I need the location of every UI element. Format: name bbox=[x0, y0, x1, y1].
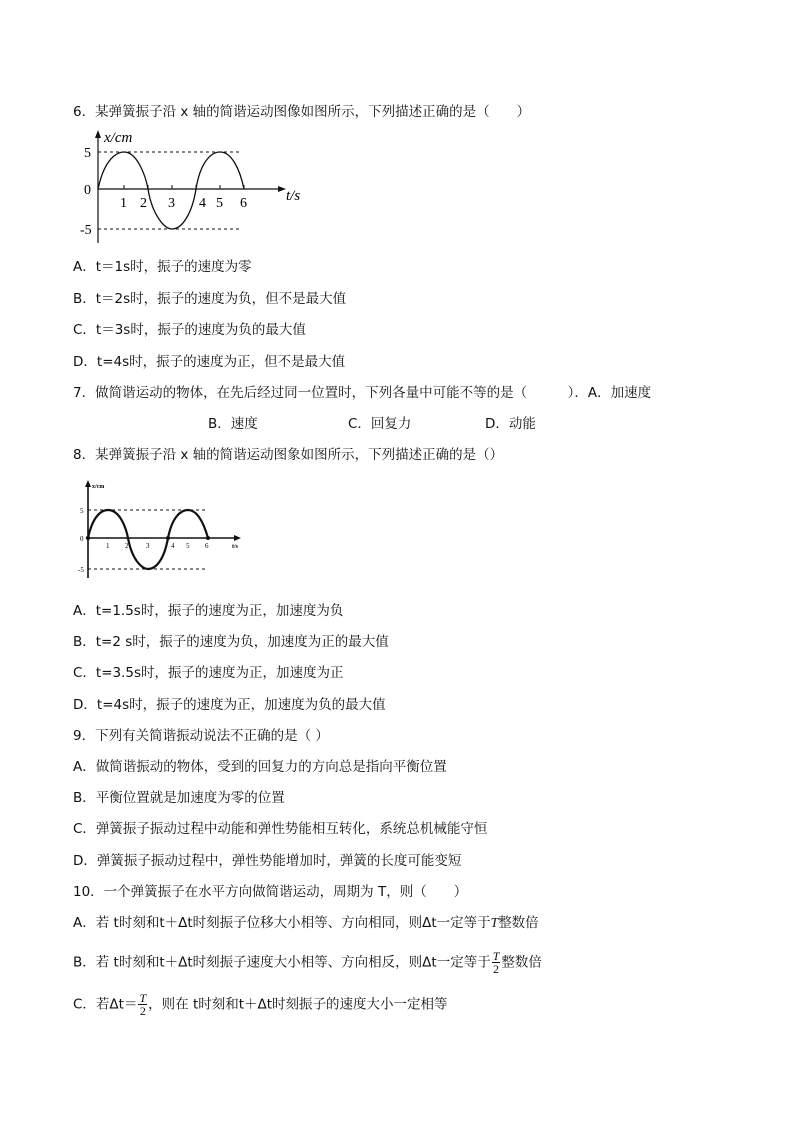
q10-option-a-post: 整数倍 bbox=[498, 915, 539, 931]
q7-stem: 7．做简谐运动的物体，在先后经过同一位置时，下列各量中可能不等的是（ ）．A．加速度 bbox=[73, 385, 652, 401]
q6-x-arrow-icon bbox=[278, 186, 286, 192]
q6-option-d: D．t=4s时，振子的速度为正，但不是最大值 bbox=[73, 354, 346, 370]
q6-x-tick-5: 5 bbox=[216, 196, 223, 211]
q6-y-tick-neg5: -5 bbox=[80, 223, 92, 238]
q10-option-a-var: T bbox=[490, 915, 499, 930]
q6-option-b: B．t＝2s时，振子的速度为负，但不是最大值 bbox=[73, 291, 347, 307]
q7-option-b: B．速度 bbox=[208, 416, 258, 432]
q8-x-label: t/s bbox=[232, 544, 238, 550]
q10-option-c-frac-den: 2 bbox=[139, 1004, 146, 1018]
q8-y-tick-0: 0 bbox=[80, 535, 84, 543]
q8-option-a: A．t=1.5s时，振子的速度为正，加速度为负 bbox=[73, 603, 344, 619]
q10-stem: 10．一个弹簧振子在水平方向做简谐运动，周期为 T，则（ ） bbox=[73, 884, 468, 900]
q8-x-tick-4: 4 bbox=[171, 542, 175, 550]
q8-option-d: D．t=4s时，振子的速度为正，加速度为负的最大值 bbox=[73, 697, 386, 713]
q9-option-d: D．弹簧振子振动过程中，弹性势能增加时，弹簧的长度可能变短 bbox=[73, 853, 462, 869]
q6-y-arrow-icon bbox=[95, 130, 101, 138]
q8-y-arrow-icon bbox=[85, 480, 91, 487]
q10-option-b-frac-den: 2 bbox=[493, 962, 500, 976]
q8-y-tick-neg5: -5 bbox=[78, 566, 84, 574]
q10-option-b bbox=[73, 950, 542, 975]
q6-graph bbox=[80, 128, 320, 248]
q8-x-arrow-icon bbox=[234, 535, 241, 541]
q10-option-b-text: B．若 t时刻和t＋Δt时刻振子速度大小相等、方向相反，则Δt一定等于 bbox=[73, 954, 491, 971]
q10-option-b-post: 整数倍 bbox=[501, 954, 542, 971]
q6-option-c: C．t＝3s时，振子的速度为负的最大值 bbox=[73, 322, 306, 338]
q8-x-tick-5: 5 bbox=[186, 542, 190, 550]
q6-x-tick-2: 2 bbox=[140, 196, 147, 211]
q10-option-a bbox=[73, 914, 539, 932]
q9-stem: 9．下列有关简谐振动说法不正确的是（ ） bbox=[73, 728, 329, 744]
q8-x-tick-3: 3 bbox=[146, 542, 150, 550]
q6-stem: 6．某弹簧振子沿 x 轴的简谐运动图像如图所示，下列描述正确的是（ ） bbox=[73, 104, 531, 120]
q6-x-label: t/s bbox=[286, 188, 301, 204]
q8-y-tick-5: 5 bbox=[80, 507, 84, 515]
q8-x-tick-1: 1 bbox=[106, 542, 110, 550]
q10-option-c-fraction bbox=[138, 992, 147, 1017]
q10-option-c bbox=[73, 992, 448, 1017]
q7-option-d: D．动能 bbox=[485, 416, 536, 432]
q6-x-tick-6: 6 bbox=[240, 196, 247, 211]
q6-y-label: x/cm bbox=[104, 130, 133, 146]
q8-option-c: C．t=3.5s时，振子的速度为正，加速度为正 bbox=[73, 665, 344, 681]
q8-stem: 8．某弹簧振子沿 x 轴的简谐运动图象如图所示，下列描述正确的是（） bbox=[73, 447, 504, 463]
q8-x-tick-2: 2 bbox=[125, 542, 129, 550]
q10-option-b-frac-num: T bbox=[492, 949, 500, 963]
q6-x-tick-1: 1 bbox=[120, 196, 127, 211]
q8-x-tick-6: 6 bbox=[205, 542, 209, 550]
q10-option-b-fraction bbox=[492, 950, 501, 975]
q6-sine-curve bbox=[98, 152, 244, 229]
q10-option-c-post: ，则在 t时刻和t＋Δt时刻振子的速度大小一定相等 bbox=[148, 996, 448, 1013]
q6-x-tick-4: 4 bbox=[199, 196, 206, 211]
q7-option-c: C．回复力 bbox=[348, 416, 412, 432]
q10-option-c-text: C．若Δt＝ bbox=[73, 996, 138, 1013]
q6-option-a: A．t＝1s时，振子的速度为零 bbox=[73, 259, 252, 275]
q6-y-tick-5: 5 bbox=[84, 146, 91, 161]
q9-option-c: C．弹簧振子振动过程中动能和弹性势能相互转化，系统总机械能守恒 bbox=[73, 821, 488, 837]
q10-option-a-text: A．若 t时刻和t＋Δt时刻振子位移大小相等、方向相同，则Δt一定等于 bbox=[73, 915, 491, 931]
q8-option-b: B．t=2 s时，振子的速度为负，加速度为正的最大值 bbox=[73, 634, 389, 650]
q6-x-tick-3: 3 bbox=[168, 196, 175, 211]
q9-option-a: A．做简谐振动的物体，受到的回复力的方向总是指向平衡位置 bbox=[73, 759, 447, 775]
q8-sine-curve bbox=[88, 510, 208, 569]
q9-option-b: B．平衡位置就是加速度为零的位置 bbox=[73, 790, 285, 806]
q8-y-label: x/cm bbox=[92, 484, 105, 490]
q6-y-tick-0: 0 bbox=[84, 183, 91, 198]
q10-option-c-frac-num: T bbox=[139, 991, 147, 1005]
q8-graph bbox=[76, 478, 251, 583]
